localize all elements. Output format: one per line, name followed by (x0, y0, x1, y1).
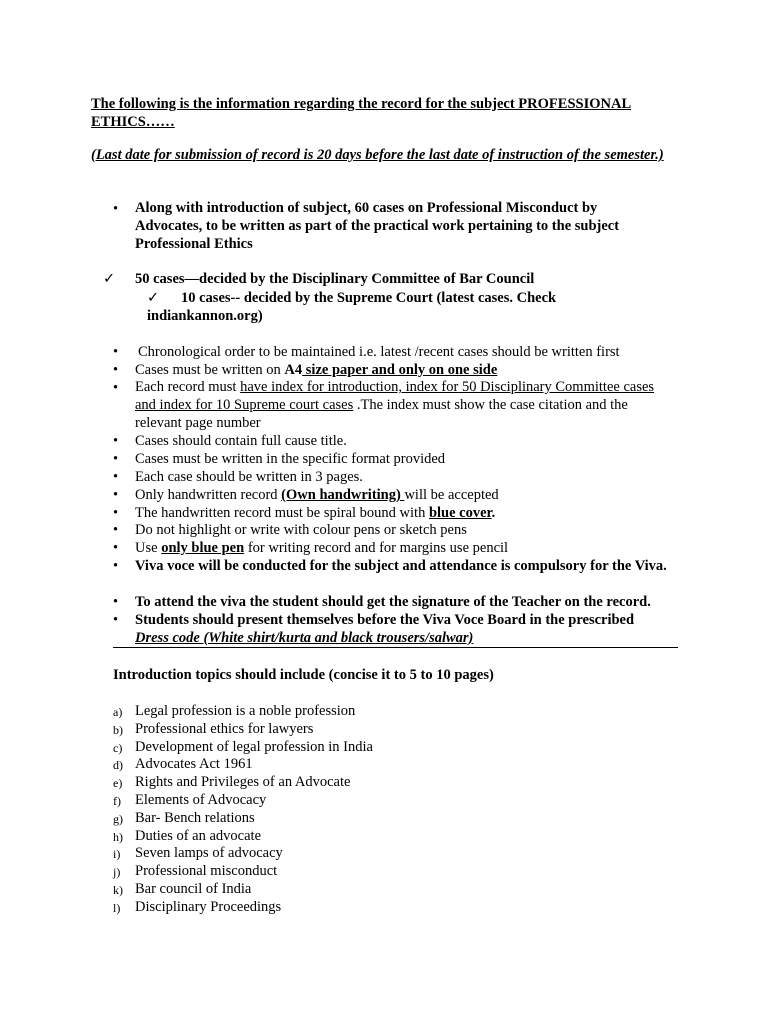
bullet-icon: • (113, 380, 119, 396)
rule-chronological-order: Chronological order to be maintained i.e. latest /recent cases should be written first (138, 344, 620, 360)
topic-letter: c) (113, 741, 123, 755)
rule-handwritten: Only handwritten record (Own handwriting) will be accepted (135, 487, 499, 503)
topic-letter: g) (113, 812, 123, 826)
bullet-icon: • (113, 344, 119, 360)
rule-index: Each record must have index for introduction, index for 50 Disciplinary Committee cases and index for 10 Supreme court cases .The index must show the case citation and the relevant page number (135, 379, 655, 431)
bullet-icon: • (113, 362, 119, 378)
topic-letter: k) (113, 883, 123, 897)
topic-letter: f) (113, 794, 121, 808)
topic-item: Bar- Bench relations (135, 810, 255, 826)
topic-item: Rights and Privileges of an Advocate (135, 774, 351, 790)
topic-item: Development of legal profession in India (135, 739, 373, 755)
bullet-icon: • (113, 469, 119, 485)
rule-spiral-bound: The handwritten record must be spiral bound with blue cover. (135, 505, 496, 521)
bullet-icon: • (113, 558, 119, 574)
topic-letter: b) (113, 723, 123, 737)
bullet-icon: • (113, 612, 119, 628)
topic-letter: a) (113, 705, 123, 719)
topic-item: Advocates Act 1961 (135, 756, 253, 772)
section-divider (113, 647, 678, 648)
cases-supreme-court: 10 cases-- decided by the Supreme Court (latest cases. Check (181, 290, 557, 306)
topic-item: Seven lamps of advocacy (135, 845, 283, 861)
rule-blue-pen: Use only blue pen for writing record and for margins use pencil (135, 540, 509, 556)
rule-dress-code: Dress code (White shirt/kurta and black trousers/salwar) (135, 630, 474, 646)
document-title: The following is the information regarding the record for the subject PROFESSIONAL ETHICS…… (91, 96, 632, 130)
bullet-icon: • (113, 540, 119, 556)
checkmark-icon: ✓ (103, 271, 116, 287)
rule-a4-paper: Cases must be written on A4 size paper and only on one side (135, 362, 498, 378)
topic-item: Legal profession is a noble profession (135, 703, 356, 719)
rule-three-pages: Each case should be written in 3 pages. (135, 469, 363, 485)
topic-item: Bar council of India (135, 881, 252, 897)
bullet-icon: • (113, 594, 119, 610)
topic-item: Professional misconduct (135, 863, 278, 879)
rule-teacher-signature: To attend the viva the student should get the signature of the Teacher on the record. (135, 594, 651, 610)
rule-cause-title: Cases should contain full cause title. (135, 433, 347, 449)
bullet-icon: • (113, 522, 119, 538)
bullet-icon: • (113, 487, 119, 503)
rule-viva-voce: Viva voce will be conducted for the subject and attendance is compulsory for the Viva. (135, 558, 667, 574)
topic-letter: h) (113, 830, 123, 844)
topics-heading: Introduction topics should include (concise it to 5 to 10 pages) (113, 667, 494, 683)
topic-item: Duties of an advocate (135, 828, 262, 844)
topic-item: Elements of Advocacy (135, 792, 267, 808)
bullet-icon: • (113, 451, 119, 467)
rule-specific-format: Cases must be written in the specific format provided (135, 451, 446, 467)
topic-item: Professional ethics for lawyers (135, 721, 314, 737)
submission-deadline-note: (Last date for submission of record is 20 days before the last date of instruction of the semester.) (91, 147, 664, 163)
checkmark-icon: ✓ (147, 290, 160, 306)
bullet-icon: • (113, 505, 119, 521)
cases-disciplinary-committee: 50 cases—decided by the Disciplinary Committee of Bar Council (135, 271, 535, 287)
topic-letter: i) (113, 847, 121, 861)
topic-letter: l) (113, 901, 121, 915)
rule-no-highlight: Do not highlight or write with colour pens or sketch pens (135, 522, 467, 538)
topic-letter: e) (113, 776, 123, 790)
rule-viva-board: Students should present themselves before the Viva Voce Board in the prescribed (135, 612, 635, 628)
bullet-icon: • (113, 201, 119, 217)
bullet-icon: • (113, 433, 119, 449)
topic-letter: j) (113, 865, 121, 879)
topic-letter: d) (113, 758, 123, 772)
topic-item: Disciplinary Proceedings (135, 899, 282, 915)
intro-bullet-text: Along with introduction of subject, 60 cases on Professional Misconduct by Advocates, to be written as part of the practical work pertaining to the subject Professional Ethics (135, 200, 620, 252)
cases-supreme-court-cont: indiankannon.org) (147, 308, 263, 324)
